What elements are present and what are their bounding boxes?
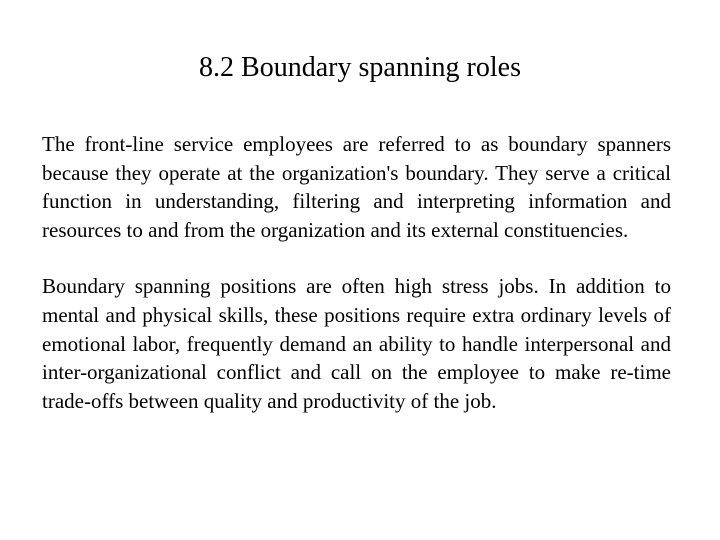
paragraph-boundary-spanners: The front-line service employees are referred to as boundary spanners because they operate at the organization's boundary. They serve a critical function in understanding, filtering and interpreting information and resources to and from the organization and its external constituencies.	[42, 132, 671, 242]
paragraph-high-stress-jobs: Boundary spanning positions are often high stress jobs. In addition to mental and physical skills, these positions require extra ordinary levels of emotional labor, frequently demand an ability to handle interpersonal and inter-organizational conflict and call on the employee to make re-time trade-offs between quality and productivity of the job.	[42, 274, 671, 413]
slide-body	[42, 130, 671, 443]
slide-title: 8.2 Boundary spanning roles	[199, 52, 521, 83]
